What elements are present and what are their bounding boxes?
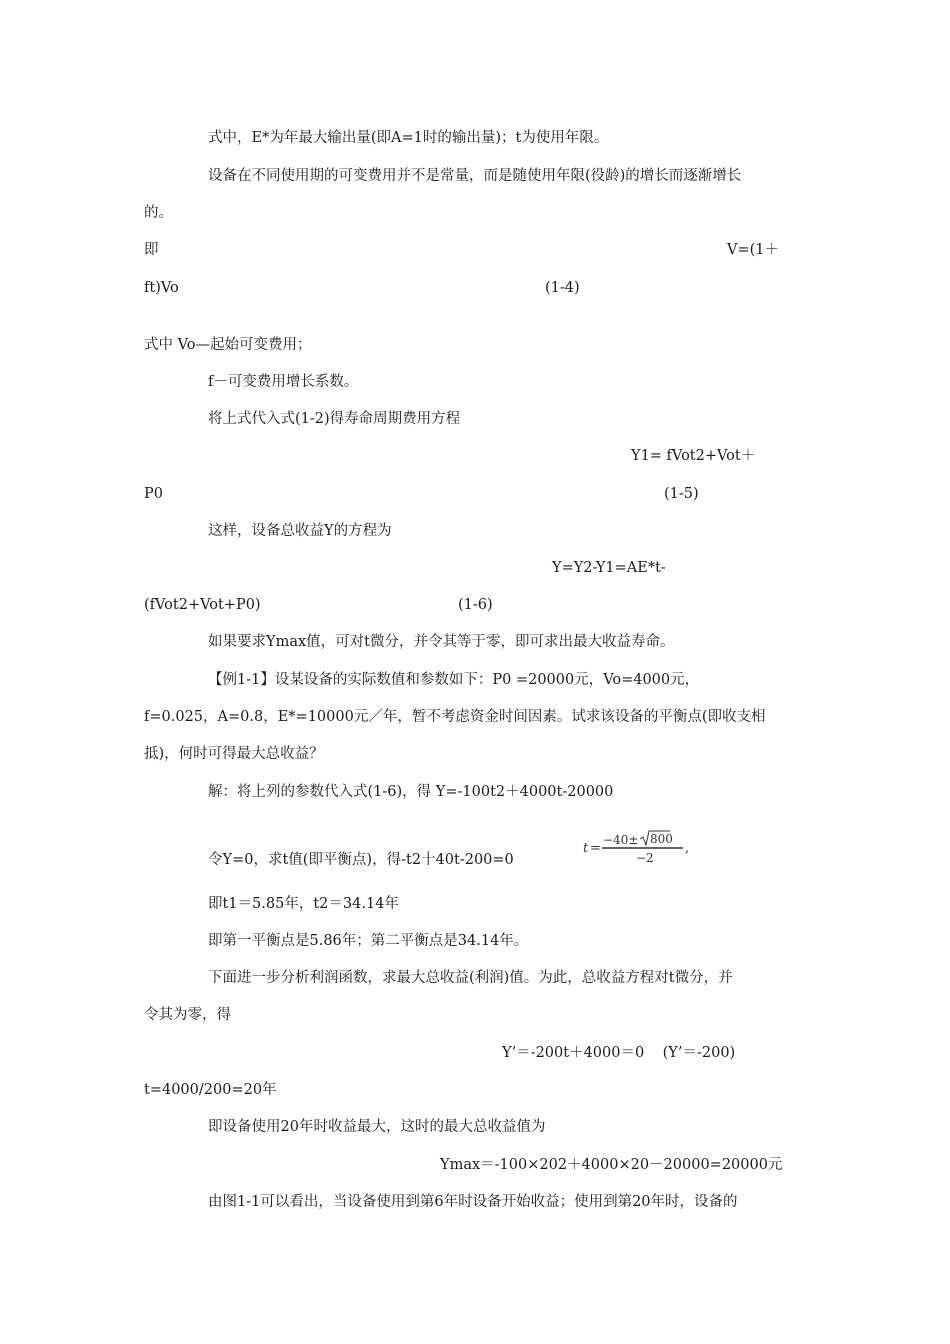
text-line: 式中，E*为年最大输出量(即A=1时的输出量)；t为使用年限。 [208, 130, 609, 146]
text-line: 设备在不同使用期的可变费用并不是常量，而是随使用年限(役龄)的增长而逐渐增长 [208, 168, 742, 184]
text-line: 令其为零，得 [144, 1007, 231, 1023]
text-line: 令Y=0，求t值(即平衡点)，得-t2十40t-200=0 [208, 852, 514, 868]
equation-number: (1-6) [458, 597, 493, 613]
text-line: 即t1＝5.85年，t2＝34.14年 [208, 896, 399, 912]
formula-variable: t [583, 841, 589, 856]
text-line: 即设备使用20年时收益最大，这时的最大总收益值为 [208, 1119, 546, 1135]
text-line: ft)Vo [144, 280, 179, 296]
formula-denominator: −2 [636, 851, 654, 865]
formula-equals: = [590, 841, 601, 856]
text-line: 的。 [144, 205, 173, 221]
text-line: t=4000/200=20年 [144, 1082, 277, 1098]
text-line: (fVot2+Vot+P0) [144, 597, 261, 613]
root-formula [583, 830, 695, 866]
text-line: Y’＝-200t＋4000＝0 (Y’＝-200) [502, 1045, 736, 1061]
text-line: f－可变费用增长系数。 [208, 374, 359, 390]
text-line: 即 [144, 242, 159, 258]
formula-comma: , [685, 841, 690, 856]
text-line: f=0.025，A=0.8，E*=10000元／年，暂不考虑资金时间因素。试求该设备的平衡点(即收支相 [144, 709, 766, 725]
text-line: 即第一平衡点是5.86年；第二平衡点是34.14年。 [208, 933, 529, 949]
text-line: 抵)，何时可得最大总收益？ [144, 746, 324, 762]
formula-radicand: 800 [650, 832, 673, 846]
text-line: Ymax＝-100×202＋4000×20－20000=20000元 [440, 1157, 783, 1173]
text-line: 下面进一步分析利润函数，求最大总收益(利润)值。为此，总收益方程对t微分，并 [208, 970, 733, 986]
formula-numerator: −40± [603, 833, 639, 847]
text-line: 【例1-1】设某设备的实际数值和参数如下：P0 =20000元，Vo=4000元， [208, 672, 700, 688]
text-line: Y=Y2-Y1=AE*t- [552, 560, 666, 576]
text-line: V=(1＋ [727, 242, 780, 258]
equation-number: (1-4) [545, 280, 580, 296]
text-line: 将上式代入式(1-2)得寿命周期费用方程 [208, 411, 461, 427]
text-line: Y1= fVot2+Vot＋ [631, 448, 756, 464]
text-line: 由图1-1可以看出，当设备使用到第6年时设备开始收益；使用到第20年时，设备的 [208, 1194, 738, 1210]
text-line: 式中 Vo—起始可变费用； [144, 337, 312, 353]
text-line: 解：将上列的参数代入式(1-6)，得 Y=-100t2＋4000t-20000 [208, 784, 614, 800]
text-line: P0 [144, 486, 163, 502]
text-line: 这样，设备总收益Y的方程为 [208, 523, 392, 539]
equation-number: (1-5) [664, 486, 699, 502]
text-line: 如果要求Ymax值，可对t微分，并令其等于零，即可求出最大收益寿命。 [208, 634, 675, 650]
